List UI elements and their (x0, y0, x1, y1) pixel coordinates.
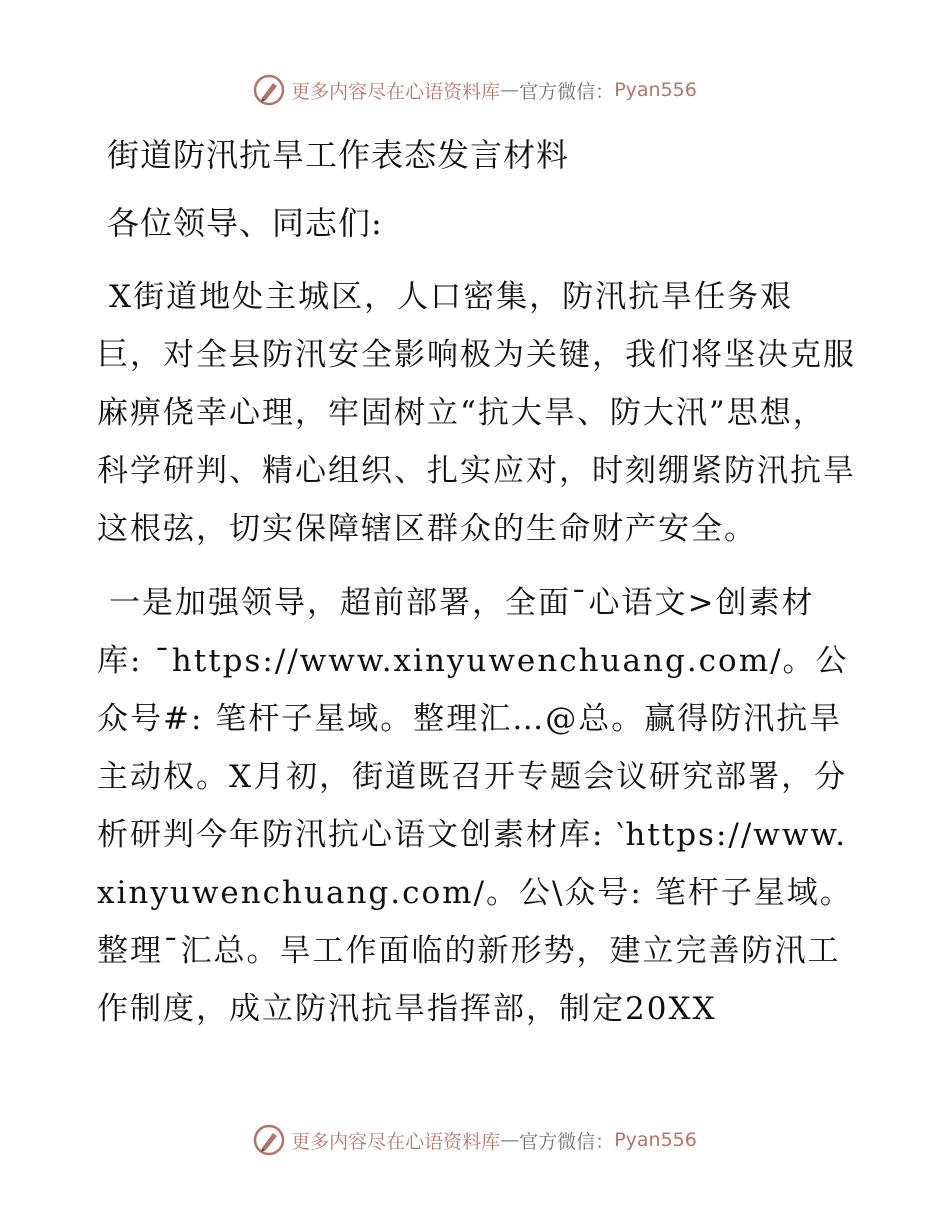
banner-separator: — (500, 1129, 520, 1151)
paragraph-first-point: 一是加强领导，超前部署，全面¯心语文>创素材库: ¯https://www.xinyuwenchuang.com/。公众号#: 笔杆子星域。整理汇…@总。赢得防汛抗旱主动权。X月初，街道既召开专题会议研究部署，分析研判今年防汛抗心语文创素材库: ‵https://www.xinyuwenchuang.com/。公\众号: 笔杆子星域。整理¯汇总。旱工作面临的新形势，建立完善防汛工作制度，成立防汛抗旱指挥部，制定20XX (97, 585, 853, 1027)
footer-watermark-banner (0, 1120, 950, 1160)
pen-logo-icon (253, 74, 285, 106)
banner-site-text: 更多内容尽在心语资料库 (291, 80, 501, 103)
banner-site-text: 更多内容尽在心语资料库 (291, 1130, 501, 1153)
document-title: 街道防汛抗旱工作表态发言材料 (107, 136, 570, 174)
pen-logo-icon (253, 1124, 285, 1156)
banner-separator: — (500, 79, 520, 101)
banner-official-label: 官方微信： (519, 80, 615, 103)
paragraph-intro: X街道地处主城区，人口密集，防汛抗旱任务艰巨，对全县防汛安全影响极为关键，我们将坚决克服麻痹侥幸心理，牢固树立“抗大旱、防大汛”思想，科学研判、精心组织、扎实应对，时刻绷紧防汛抗旱这根弦，切实保障辖区群众的生命财产安全。 (97, 279, 856, 547)
salutation: 各位领导、同志们: (107, 204, 383, 242)
document-body (97, 118, 857, 1038)
banner-official-label: 官方微信： (519, 1130, 615, 1153)
header-watermark-banner (0, 70, 950, 110)
banner-wechat-id: Pyan556 (614, 1129, 697, 1151)
banner-wechat-id: Pyan556 (614, 79, 697, 101)
